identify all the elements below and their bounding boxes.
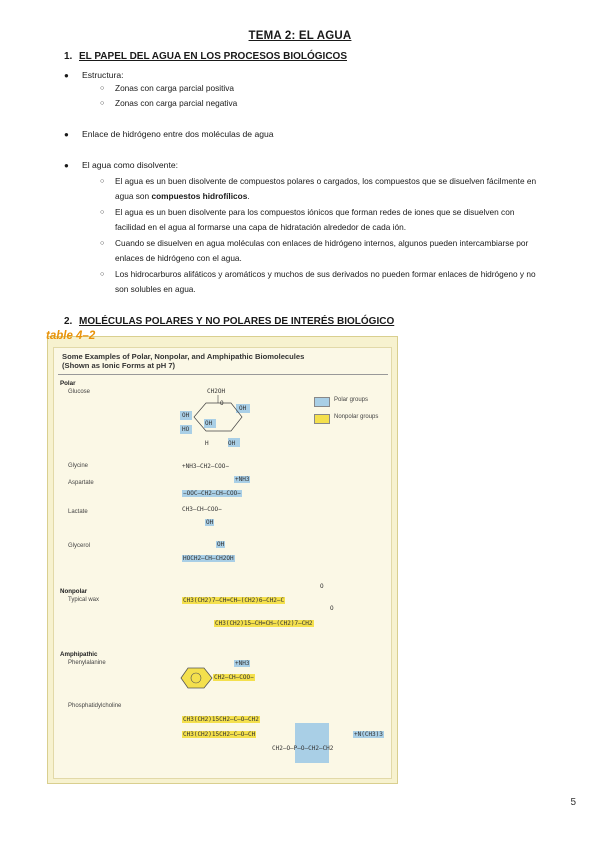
category-polar: Polar (60, 380, 76, 387)
bullet-text: El agua como disolvente: (82, 160, 179, 170)
glucose-ho: HO (182, 426, 190, 433)
circle-bullet-icon: ○ (100, 85, 105, 92)
glucose-ring (194, 403, 242, 431)
bullet-estructura (64, 70, 124, 80)
legend-polar-swatch (314, 397, 330, 407)
label-aspartate: Aspartate (68, 480, 94, 486)
glycine-formula: +NH3—CH2—COO− (182, 463, 229, 470)
glucose-oh: OH (205, 420, 213, 427)
pc-chain-2: CH3(CH2)15CH2—C—O—CH (183, 731, 256, 738)
benzene-ring (180, 666, 214, 690)
keyword-hidrofilicos: compuestos hidrofílicos (151, 191, 248, 201)
wax-chain-1: CH3(CH2)7—CH=CH—(CH2)6—CH2—C (183, 597, 285, 604)
legend-nonpolar-swatch (314, 414, 330, 424)
sub-bullet-positive: ○ Zonas con carga parcial positiva (100, 81, 540, 96)
glucose-oh: OH (239, 405, 247, 412)
lactate-formula: CH3—CH—COO− (182, 506, 222, 513)
circle-bullet-icon: ○ (100, 240, 105, 247)
glucose-structure (176, 385, 266, 455)
wax-ester-oxygen: O (330, 605, 334, 612)
label-phenylalanine: Phenylalanine (68, 660, 106, 666)
pc-chain-1: CH3(CH2)15CH2—C—O—CH2 (183, 716, 259, 723)
section-1-heading (64, 51, 347, 62)
bullet-text: Estructura: (82, 70, 124, 80)
bullet-text: Enlace de hidrógeno entre dos moléculas de agua (82, 129, 274, 139)
category-nonpolar: Nonpolar (60, 588, 88, 595)
section-2-number: 2. (64, 316, 73, 327)
legend-polar-label: Polar groups (334, 397, 369, 403)
section-2-title: MOLÉCULAS POLARES Y NO POLARES DE INTERÉS BIOLÓGICO (79, 316, 395, 327)
circle-bullet-icon: ○ (100, 178, 105, 185)
circle-bullet-icon: ○ (100, 271, 105, 278)
pc-phosphate-highlight (295, 723, 329, 763)
wax-carbonyl-oxygen: O (320, 583, 324, 590)
glucose-oh: OH (228, 440, 236, 447)
bullet-disolvente (64, 160, 178, 170)
lactate-oh: OH (206, 519, 214, 526)
phenylalanine-ch2: CH2—CH—COO− (214, 674, 254, 681)
pc-phosphate-formula: CH2—O—P—O—CH2—CH2 (272, 745, 334, 752)
phenylalanine-amino: +NH3 (235, 660, 250, 667)
sub-bullet-negative: ○ Zonas con carga parcial negativa (100, 96, 540, 111)
sub-bullet-hidrocarburos: ○ Los hidrocarburos alifáticos y aromáticos y muchos de sus derivados no pueden formar enlaces de hidrógeno y no son solubles en agua. (100, 269, 536, 294)
legend-nonpolar-label: Nonpolar groups (334, 414, 379, 420)
label-glycerol: Glycerol (68, 543, 91, 549)
bullet-enlace (64, 129, 274, 139)
category-amphipathic: Amphipathic (60, 651, 98, 658)
wax-chain-2: CH3(CH2)15—CH=CH—(CH2)7—CH2 (215, 620, 313, 627)
label-phosphatidylcholine: Phosphatidylcholine (68, 703, 122, 709)
sub-bullet-polares: ○ El agua es un buen disolvente de compuestos polares o cargados, los compuestos que se disuelven fácilmente en agua son compuestos hidrofílicos. (100, 176, 537, 201)
figure-title: Some Examples of Polar, Nonpolar, and Amphipathic Biomolecules (Shown as Ionic Forms at pH 7) (62, 352, 305, 370)
glucose-oh: OH (182, 412, 190, 419)
glycerol-formula: HOCH2—CH—CH2OH (183, 555, 234, 562)
page-title: TEMA 2: EL AGUA (248, 30, 352, 42)
glucose-ring-oxygen: O (220, 400, 224, 407)
section-1-number: 1. (64, 51, 73, 62)
bullet-icon: ● (64, 161, 69, 170)
sub-bullet-ionicos: ○ El agua es un buen disolvente para los compuestos iónicos que forman redes de iones que se disuelven con facilidad en el agua al formarse una capa de hidratación alrededor de cada ión. (100, 207, 515, 232)
bullet-icon: ● (64, 71, 69, 80)
figure-tag: table 4–2 (46, 330, 96, 342)
glucose-h: H (205, 440, 209, 447)
glucose-ch2oh: CH2OH (207, 388, 226, 395)
aspartate-formula: −OOC—CH2—CH—COO− (183, 490, 241, 497)
aspartate-amino: +NH3 (235, 476, 250, 483)
label-wax: Typical wax (68, 597, 100, 603)
bullet-icon: ● (64, 130, 69, 139)
section-1-title: EL PAPEL DEL AGUA EN LOS PROCESOS BIOLÓGICOS (79, 51, 348, 62)
glycerol-oh: OH (217, 541, 225, 548)
section-2-heading (64, 316, 394, 327)
pc-choline: +N(CH3)3 (354, 731, 383, 738)
sub-bullet-enlaces: ○ Cuando se disuelven en agua moléculas con enlaces de hidrógeno internos, algunos pueden intercambiarse por enlaces de hidrógeno con el agua. (100, 238, 529, 263)
page-number: 5 (570, 797, 576, 808)
benzene-hexagon (181, 668, 212, 688)
label-glucose: Glucose (68, 389, 91, 395)
figure-divider (58, 374, 388, 375)
circle-bullet-icon: ○ (100, 100, 105, 107)
circle-bullet-icon: ○ (100, 209, 105, 216)
label-lactate: Lactate (68, 509, 88, 515)
label-glycine: Glycine (68, 463, 89, 469)
